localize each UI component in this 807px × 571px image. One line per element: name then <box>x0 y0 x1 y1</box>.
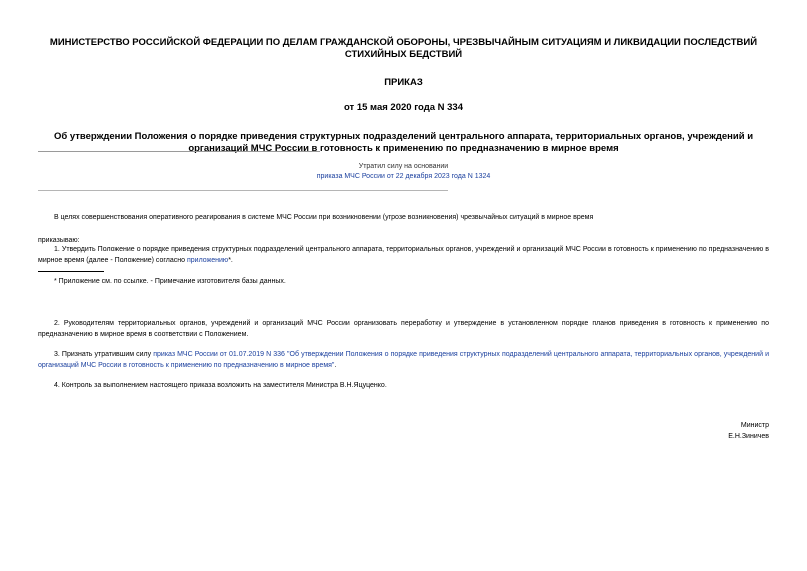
repeal-order-link[interactable]: приказа МЧС России от 22 декабря 2023 года N 1324 <box>316 173 491 180</box>
signature-role: Министр <box>740 422 769 429</box>
signature-block <box>728 420 769 442</box>
document-date: от 15 мая 2020 года N 334 <box>343 102 464 113</box>
order-word: приказываю: <box>38 237 80 244</box>
paragraph-4: 4. Контроль за выполнением настоящего приказа возложить на заместителя Министра В.Н.Яцуценко. <box>54 382 387 389</box>
preamble-paragraph: В целях совершенствования оперативного реагирования в системе МЧС России при возникновении (угрозе возникновения) чрезвычайных ситуаций в мирное время <box>54 214 594 221</box>
repealed-order-link[interactable]: приказ МЧС России от 01.07.2019 N 336 "Об утверждении Положения о порядке приведения структурных подразделений центрального аппарата, территориальных органов, учреждений и организаций МЧС России в готовность к применению по предназначению в мирное время" <box>38 351 769 369</box>
status-line: Утратил силу на основании <box>358 163 449 170</box>
document-type: ПРИКАЗ <box>384 77 423 88</box>
document-page <box>38 30 769 440</box>
paragraph-1-text: 1. Утвердить Положение о порядке приведения структурных подразделений центрального аппарата, территориальных органов, учреждений и организаций МЧС России в готовность к применению по предназначению в мирное время (далее - Положение) согласно <box>38 246 769 264</box>
footnote: * Приложение см. по ссылке. - Примечание изготовителя базы данных. <box>54 278 286 285</box>
signature-name: Е.Н.Зиничев <box>728 433 769 440</box>
paragraph-1 <box>38 244 769 266</box>
paragraph-3-text: 3. Признать утратившим силу <box>54 351 154 358</box>
paragraph-3 <box>38 349 769 371</box>
ministry-header: МИНИСТЕРСТВО РОССИЙСКОЙ ФЕДЕРАЦИИ ПО ДЕЛАМ ГРАЖДАНСКОЙ ОБОРОНЫ, ЧРЕЗВЫЧАЙНЫМ СИТУАЦИЯМ И ЛИКВИДАЦИИ ПОСЛЕДСТВИЙ СТИХИЙНЫХ БЕДСТВИЙ <box>49 37 758 60</box>
paragraph-3-suffix: . <box>334 362 337 369</box>
paragraph-1-suffix: *. <box>228 257 233 264</box>
status-note <box>38 162 769 182</box>
divider-top <box>38 151 320 152</box>
document-title: Об утверждении Положения о порядке приведения структурных подразделений центрального аппарата, территориальных органов, учреждений и организаций МЧС России в готовность к применению по предназначению в мирное время <box>53 131 754 154</box>
footnote-divider <box>38 271 104 272</box>
paragraph-2: 2. Руководителям территориальных органов, учреждений и организаций МЧС России организовать переработку и утверждение в установленном порядке планов приведения в готовность к применению по предназначению в мирное время в соответствии с Положением. <box>38 320 769 338</box>
appendix-link[interactable]: приложению <box>187 257 229 264</box>
divider-status <box>38 190 448 191</box>
